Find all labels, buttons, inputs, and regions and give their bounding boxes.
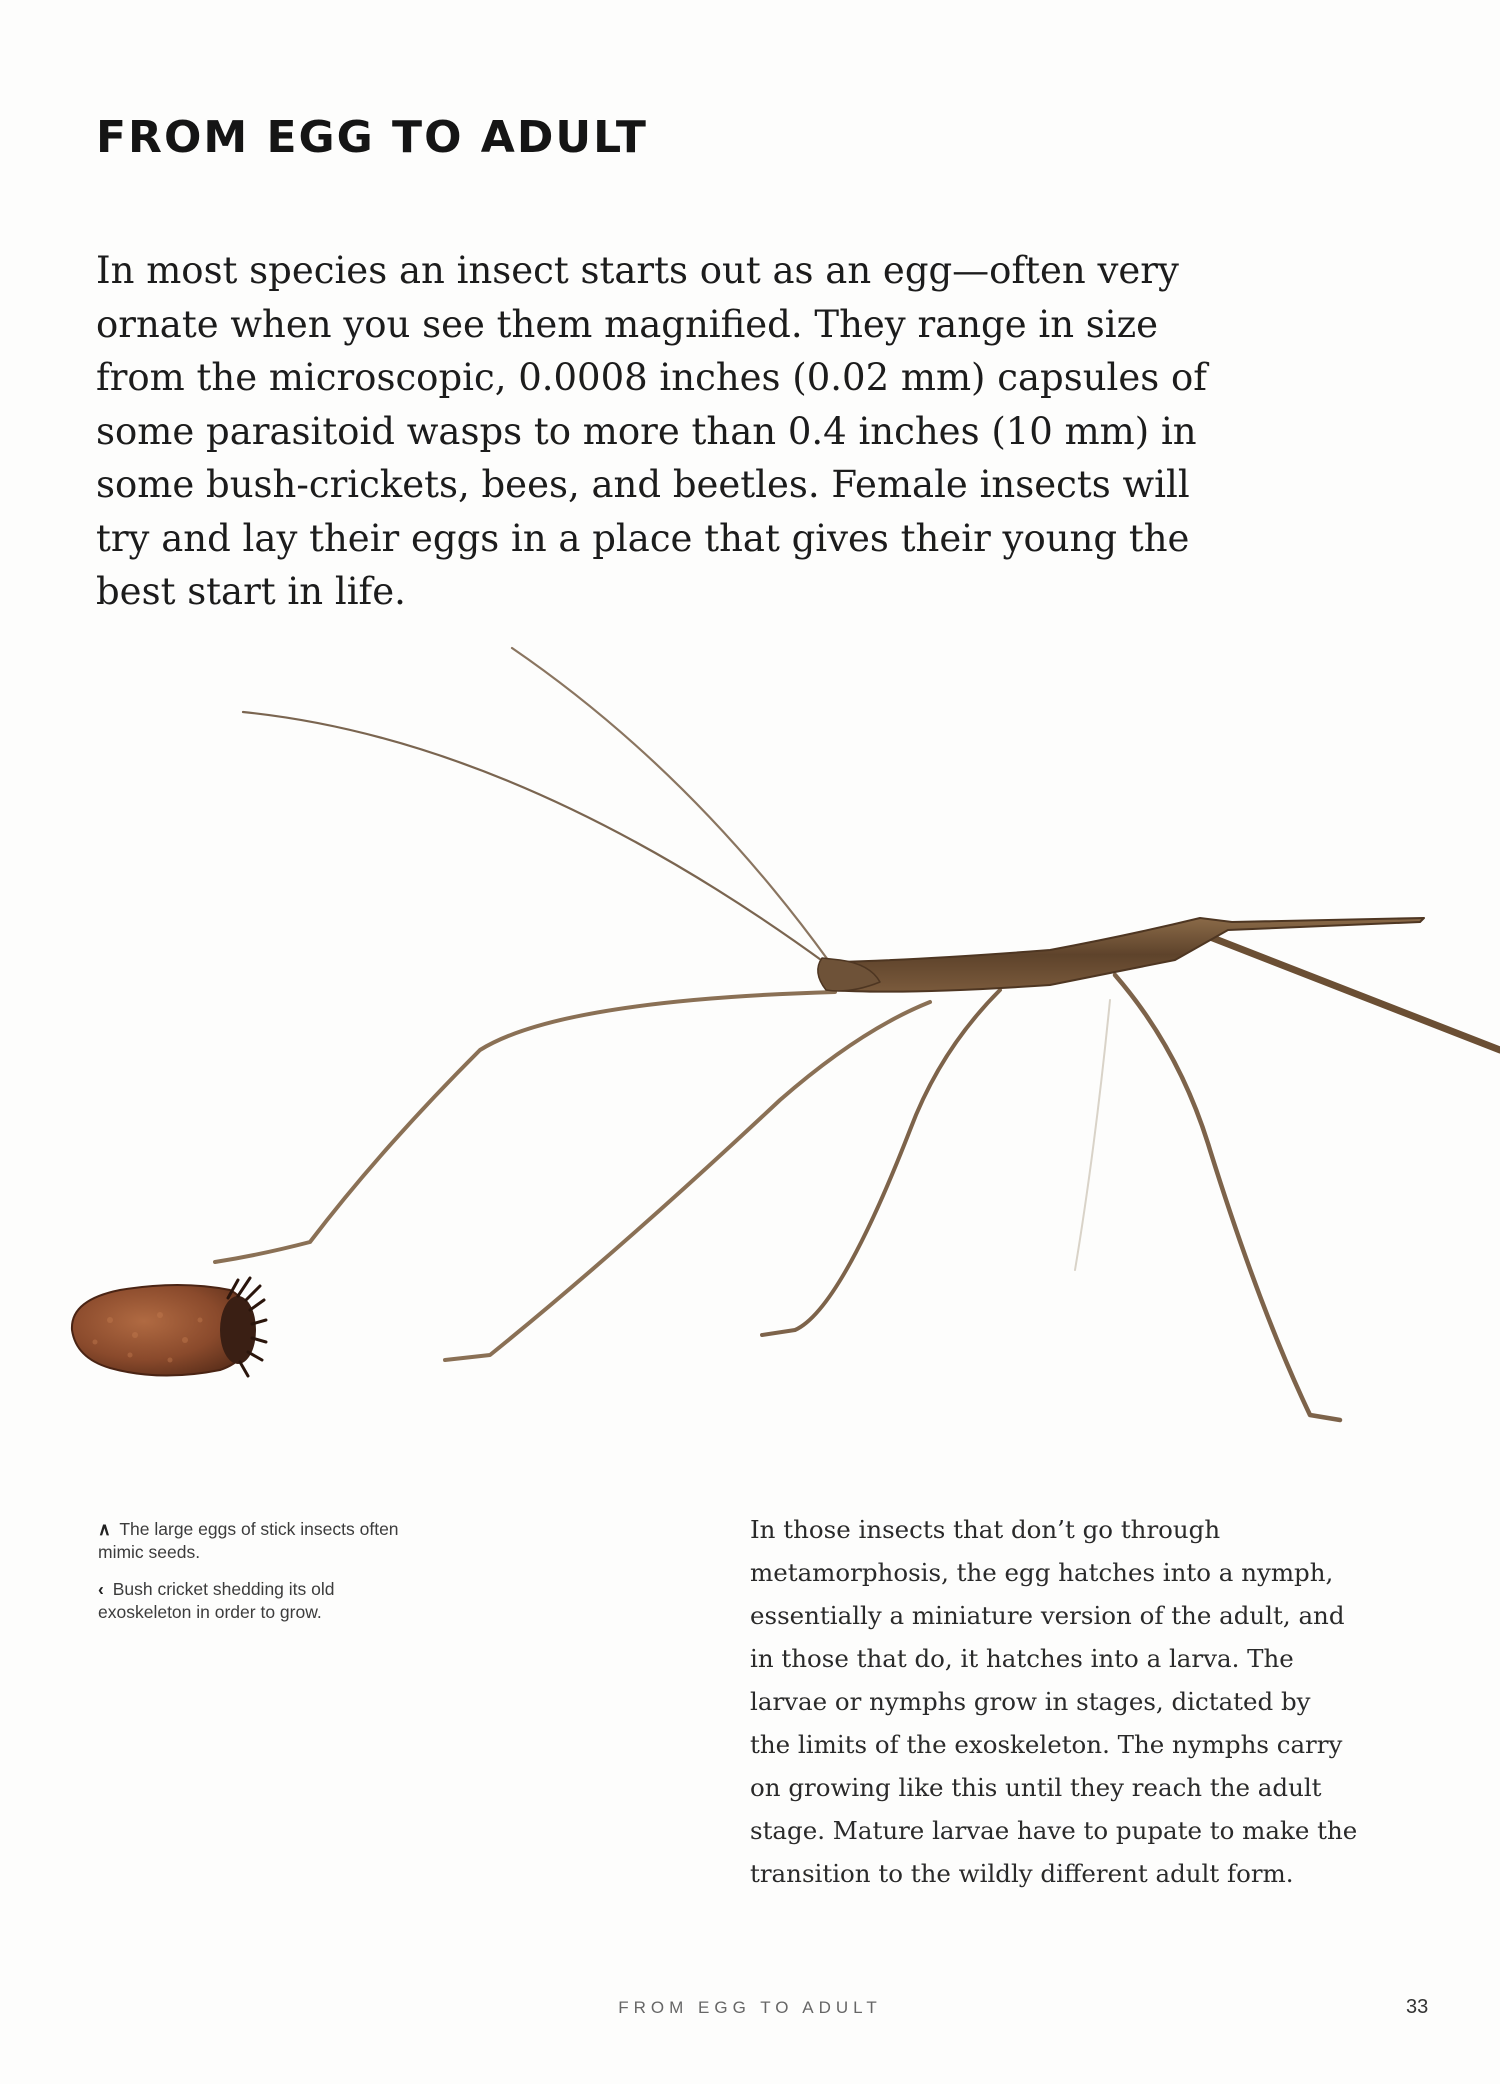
intro-line: try and lay their eggs in a place that gives their young the (96, 516, 1190, 560)
stick-insect-egg (72, 1278, 266, 1376)
body-line: essentially a miniature version of the adult, and (750, 1601, 1345, 1630)
intro-line: some parasitoid wasps to more than 0.4 inches (10 mm) in (96, 409, 1197, 453)
running-footer-title: FROM EGG TO ADULT (618, 1998, 882, 2017)
intro-line: In most species an insect starts out as an egg—often very (96, 249, 1179, 292)
body-line: larvae or nymphs grow in stages, dictated by (750, 1687, 1311, 1716)
page-number: 33 (1406, 1996, 1429, 2018)
left-arrow-icon: ‹ (98, 1579, 104, 1599)
body-line: the limits of the exoskeleton. The nymphs carry (750, 1730, 1343, 1759)
caption-cricket (98, 1578, 428, 1624)
middle-leg-left (445, 1002, 930, 1360)
intro-line: some bush-crickets, bees, and beetles. Female insects will (96, 463, 1190, 506)
middle-leg-right (762, 990, 1000, 1335)
body-line: In those insects that don’t go through (750, 1515, 1221, 1544)
caption-egg (98, 1518, 428, 1564)
stick-insect (215, 648, 1500, 1420)
intro-paragraph (96, 244, 1246, 619)
up-arrow-icon: ∧ (98, 1519, 111, 1539)
intro-line: from the microscopic, 0.0008 inches (0.02 mm) capsules of (96, 356, 1207, 399)
intro-line: best start in life. (96, 570, 406, 613)
stick-insect-photo (0, 630, 1500, 1470)
body-line: metamorphosis, the egg hatches into a nymph, (750, 1558, 1334, 1587)
body-tail (1205, 935, 1500, 1050)
body-line: on growing like this until they reach the adult (750, 1773, 1322, 1802)
insect-body (826, 918, 1424, 992)
body-paragraph (750, 1508, 1390, 1895)
caption-text: Bush cricket shedding its old exoskeleton in order to grow. (98, 1579, 335, 1622)
body-line: transition to the wildly different adult form. (750, 1859, 1294, 1888)
body-line: stage. Mature larvae have to pupate to make the (750, 1816, 1358, 1845)
caption-text: The large eggs of stick insects often mimic seeds. (98, 1519, 399, 1562)
photo-captions (98, 1518, 428, 1638)
page-heading: FROM EGG TO ADULT (96, 112, 648, 163)
front-leg (215, 992, 835, 1262)
antenna-left (243, 712, 828, 965)
faint-leg (1075, 1000, 1110, 1270)
body-line: in those that do, it hatches into a larva. The (750, 1644, 1294, 1673)
hind-leg (1115, 975, 1340, 1420)
intro-line: ornate when you see them magnified. They range in size (96, 302, 1159, 346)
